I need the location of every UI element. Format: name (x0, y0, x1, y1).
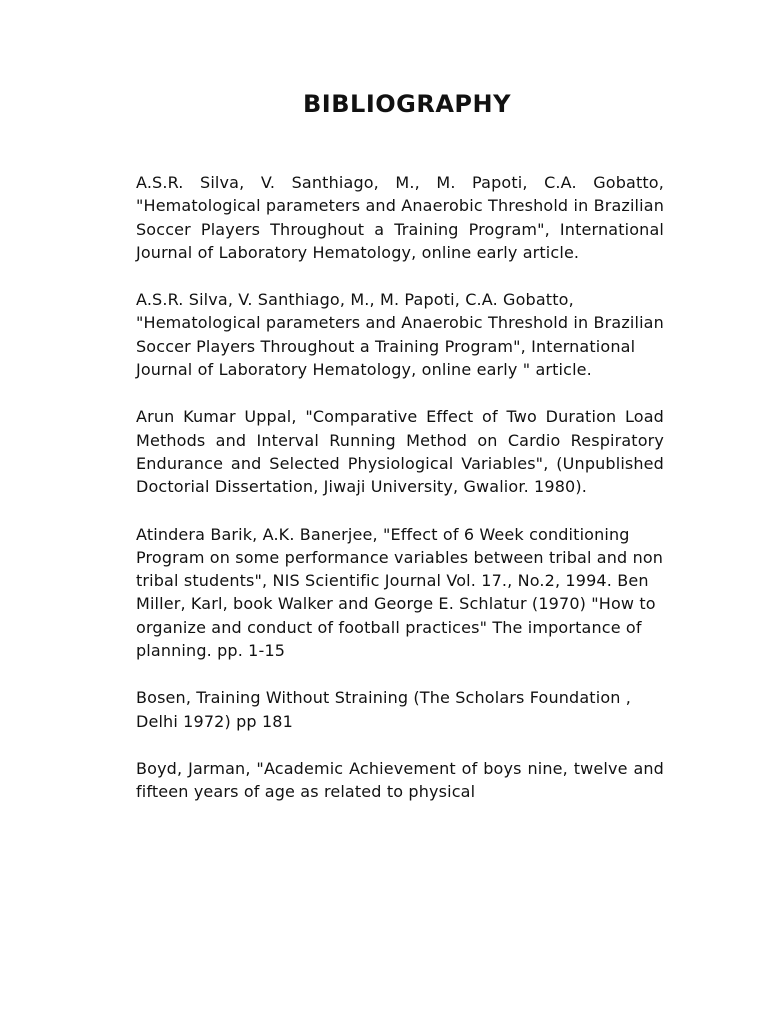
bibliography-entry: Boyd, Jarman, "Academic Achievement of boys nine, twelve and fifteen years of age as related to physical (136, 758, 664, 802)
bibliography-entry: A.S.R. Silva, V. Santhiago, M., M. Papoti, C.A. Gobatto, "Hematological parameters and Anaerobic Threshold in Brazilian Soccer Players Throughout a Training Program", International Journal of Laboratory Hematology, online early article. (136, 173, 664, 262)
bibliography-list (136, 171, 664, 828)
bibliography-entry: Arun Kumar Uppal, "Comparative Effect of Two Duration Load Methods and Interval Running Method on Cardio Respiratory Endurance and Selected Physiological Variables", (Unpublished Doctorial Dissertation, Jiwaji University, Gwalior. 1980). (136, 407, 664, 497)
page-title: BIBLIOGRAPHY (303, 90, 511, 118)
bibliography-entry: Bosen, Training Without Straining (The Scholars Foundation , Delhi 1972) pp 181 (136, 688, 632, 731)
bibliography-entry: Atindera Barik, A.K. Banerjee, "Effect of 6 Week conditioning Program on some performance variables between tribal and non tribal students", NIS Scientific Journal Vol. 17., No.2, 1994. Ben Miller, Karl, book Walker and George E. Schlatur (1970) "How to organize and conduct of football practices" The importance of planning. pp. 1-15 (136, 524, 664, 661)
bibliography-entry: A.S.R. Silva, V. Santhiago, M., M. Papoti, C.A. Gobatto, "Hematological parameters and Anaerobic Threshold in Brazilian Soccer Players Throughout a Training Program", International Journal of Laboratory Hematology, online early " article. (136, 290, 664, 380)
